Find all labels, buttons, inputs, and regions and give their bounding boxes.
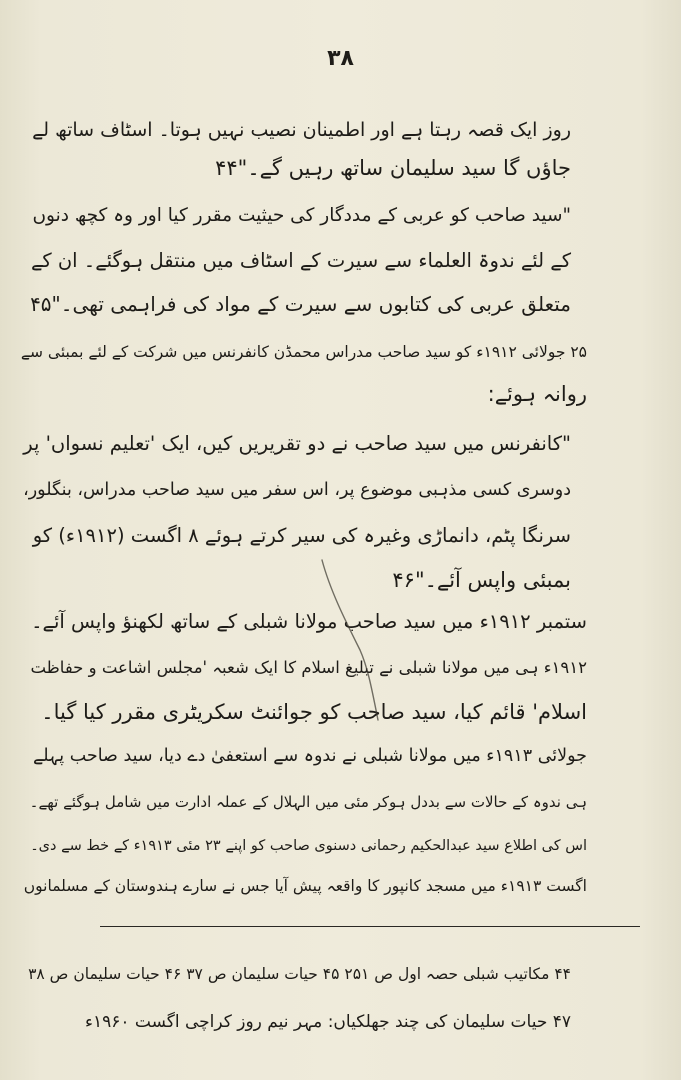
body-line-6: ۲۵ جولائی ۱۹۱۲ء کو سید صاحب مدراس محمڈن کانفرنس میں شرکت کے لئے بمبئی سے	[20, 343, 587, 361]
footnote-divider	[100, 926, 640, 927]
body-line-14: اسلام' قائم کیا، سید صاحب کو جوائنٹ سکریٹری مقرر کیا گیا۔	[41, 700, 587, 724]
footnote-line-1: ۴۴ مکاتیب شبلی حصہ اول ص ۲۵۱ ۴۵ حیات سلیمان ص ۳۷ ۴۶ حیات سلیمان ص ۳۸	[28, 965, 571, 983]
body-line-10: سرنگا پٹم، دانماڑی وغیرہ کی سیر کرتے ہوئے ۸ اگست (۱۹۱۲ء) کو	[32, 524, 571, 547]
body-line-9: دوسری کسی مذہبی موضوع پر، اس سفر میں سید صاحب مدراس، بنگلور،	[23, 480, 571, 500]
body-line-16: ہی ندوہ کے حالات سے بددل ہوکر مئی میں الہلال کے عملہ ادارت میں شامل ہوگئے تھے۔	[29, 793, 587, 811]
body-line-15: جولائی ۱۹۱۳ء میں مولانا شبلی نے ندوہ سے استعفیٰ دے دیا، سید صاحب پہلے	[32, 746, 587, 766]
body-line-1: روز ایک قصہ رہتا ہے اور اطمینان نصیب نہیں ہوتا۔ اسٹاف ساتھ لے	[32, 119, 571, 141]
body-line-11: بمبئی واپس آئے۔"۴۶	[392, 568, 571, 592]
page-number: ۳۸	[327, 46, 354, 71]
body-line-7: روانہ ہوئے:	[487, 382, 587, 406]
body-line-4: کے لئے ندوۃ العلماء سے سیرت کے اسٹاف میں منتقل ہوگئے۔ ان کے	[30, 249, 571, 272]
body-line-17: اس کی اطلاع سید عبدالحکیم رحمانی دسنوی صاحب کو اپنے ۲۳ مئی ۱۹۱۳ء کے خط سے دی۔	[30, 838, 587, 854]
body-line-8: "کانفرنس میں سید صاحب نے دو تقریریں کیں، ایک 'تعلیم نسواں' پر	[23, 432, 571, 455]
body-line-2: جاؤں گا سید سلیمان ساتھ رہیں گے۔"۴۴	[215, 156, 571, 180]
body-line-3: "سید صاحب کو عربی کے مددگار کی حیثیت مقرر کیا اور وہ کچھ دنوں	[32, 205, 571, 226]
footnote-line-2: ۴۷ حیات سلیمان کی چند جھلکیاں: مہر نیم روز کراچی اگست ۱۹۶۰ء	[84, 1012, 571, 1032]
body-line-18: اگست ۱۹۱۳ء میں مسجد کانپور کا واقعہ پیش آیا جس نے سارے ہندوستان کے مسلمانوں	[23, 877, 587, 895]
body-line-5: متعلق عربی کی کتابوں سے سیرت کے مواد کی فراہمی تھی۔"۴۵	[30, 292, 571, 316]
body-line-13: ۱۹۱۲ء ہی میں مولانا شبلی نے تبلیغ اسلام کا ایک شعبہ 'مجلس اشاعت و حفاظت	[30, 658, 587, 677]
body-line-12: ستمبر ۱۹۱۲ء میں سید صاحب مولانا شبلی کے ساتھ لکھنؤ واپس آئے۔	[31, 610, 587, 633]
